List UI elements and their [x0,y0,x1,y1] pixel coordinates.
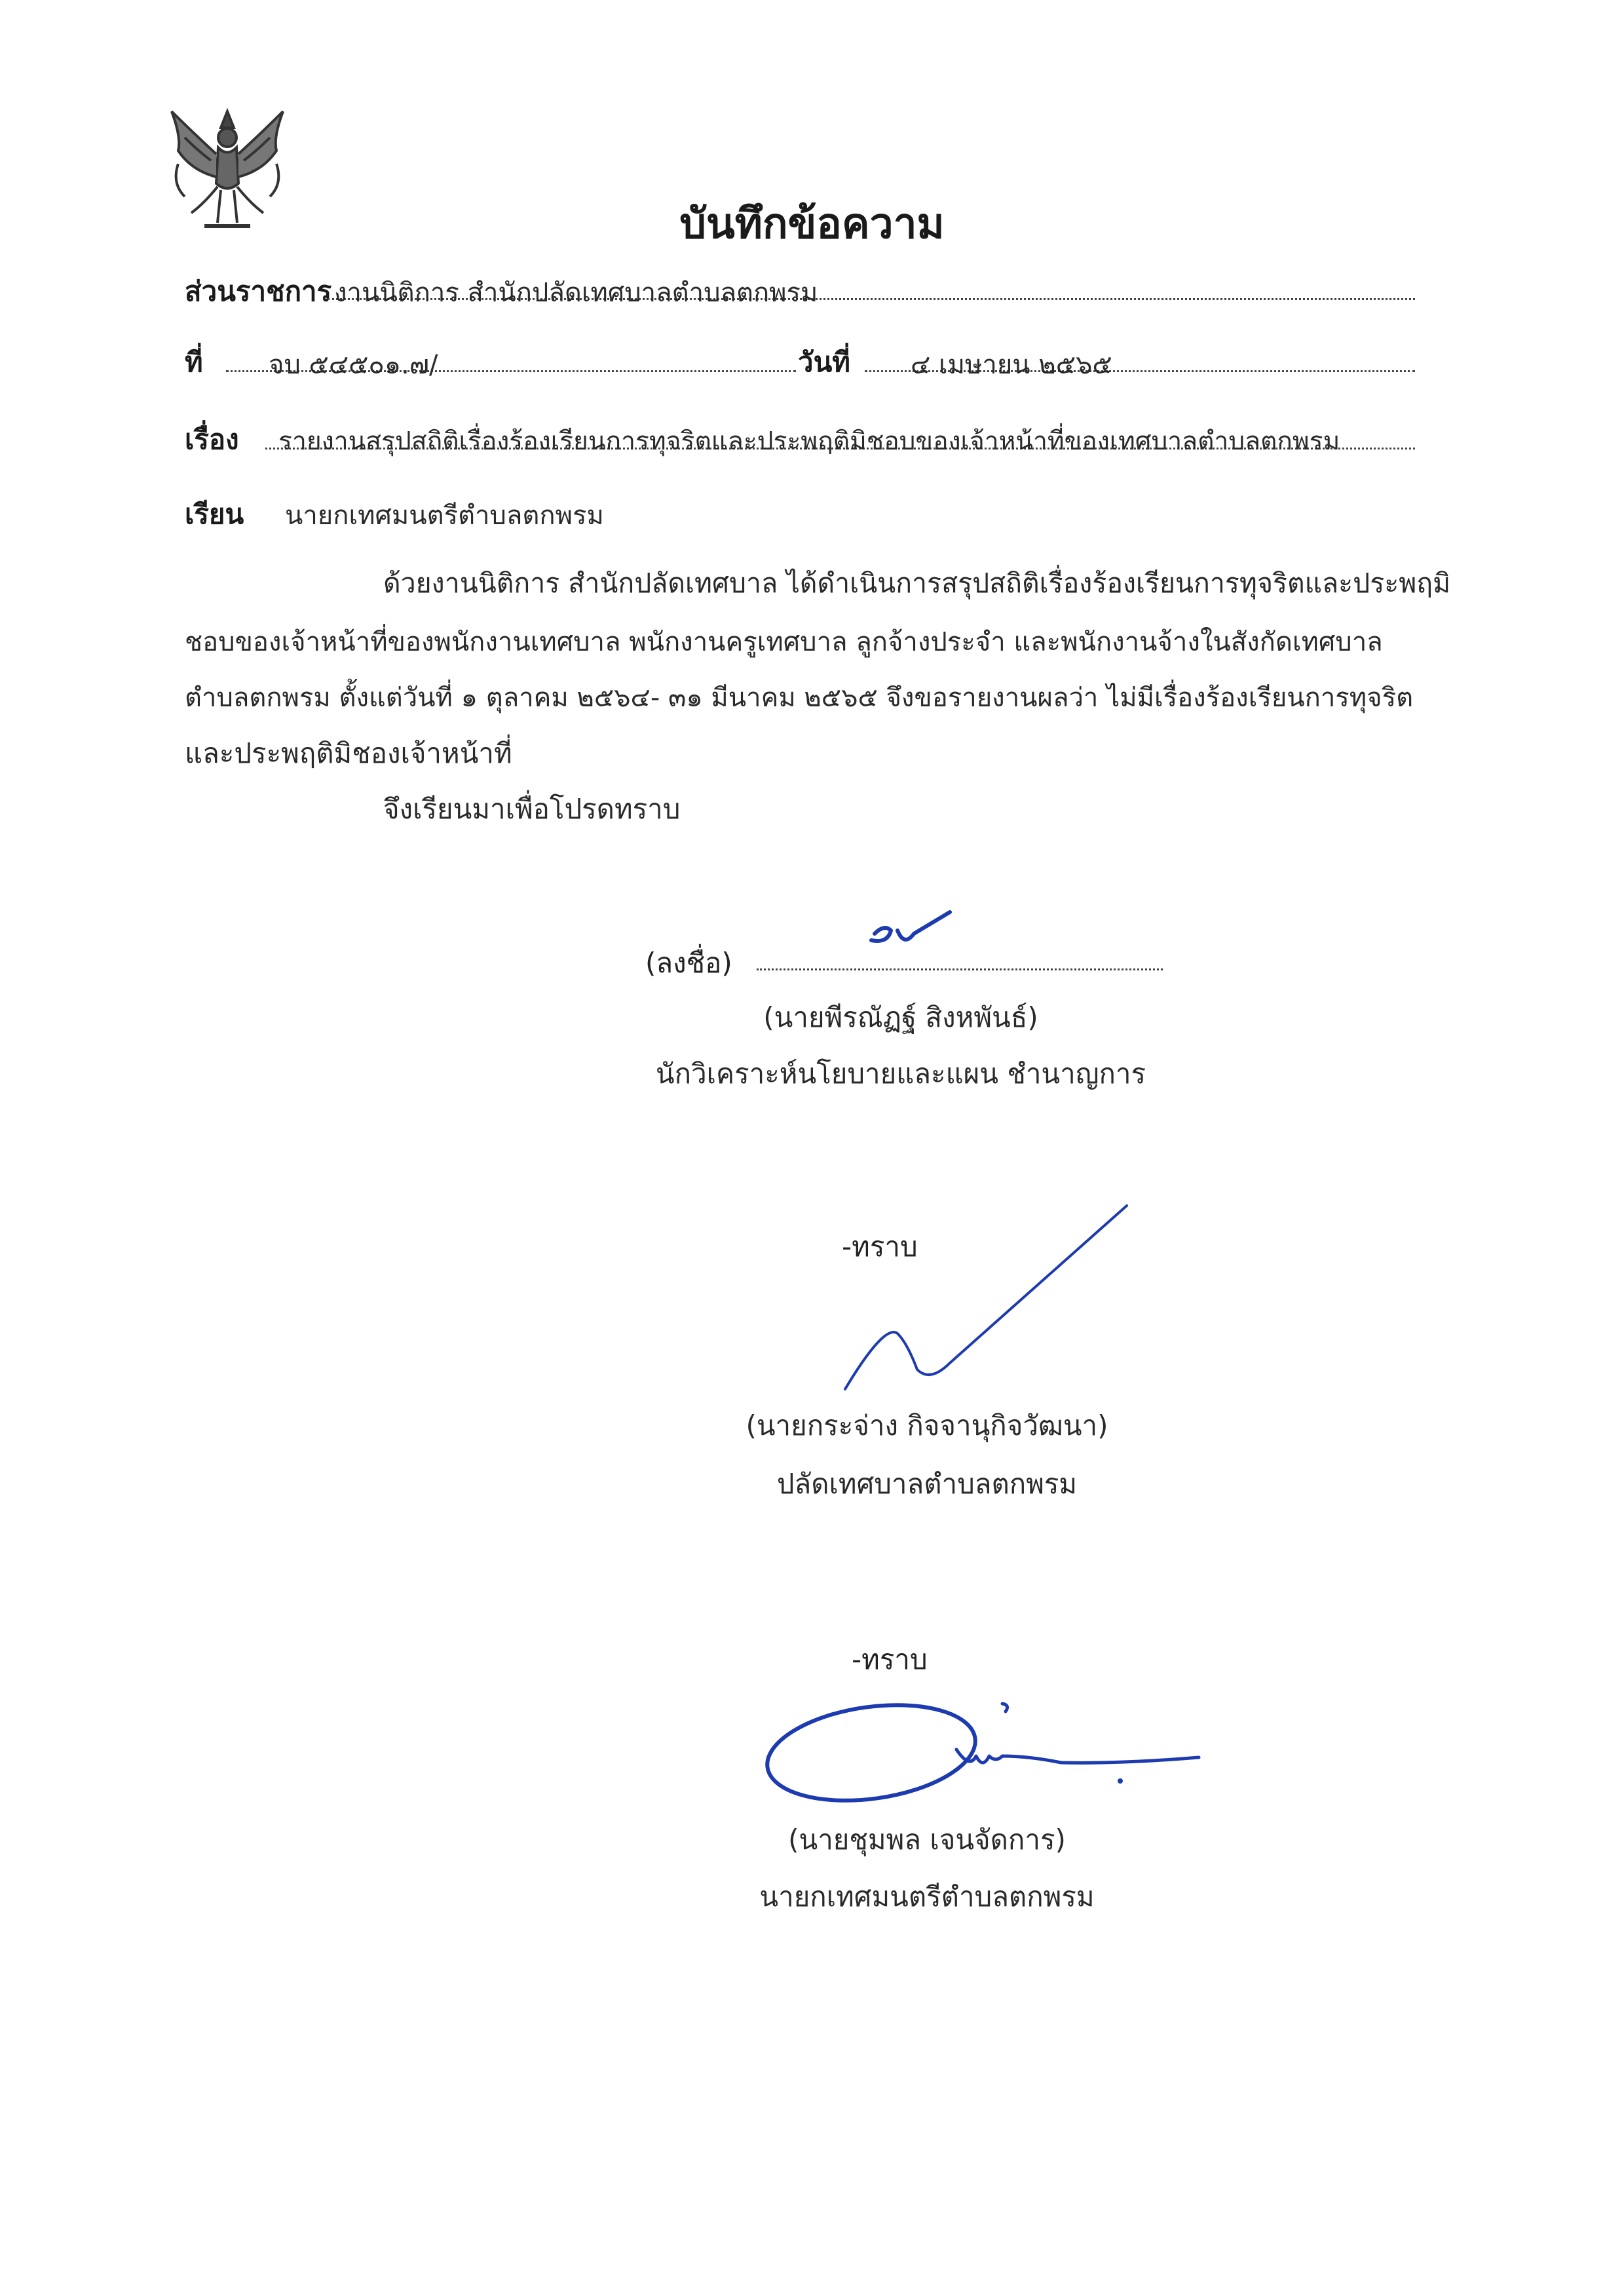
agency-label: ส่วนราชการ [185,275,332,307]
signature-3 [753,1691,1212,1822]
agency-value: งานนิติการ สำนักปลัดเทศบาลตำบลตกพรม [334,278,818,308]
ref-value: จบ ๕๔๕๐๑.๗/ [269,350,438,380]
to-label: เรียน [185,498,244,530]
to-value: นายกเทศมนตรีตำบลตกพรม [285,501,604,531]
subject-value: รายงานสรุปสถิติเรื่องร้องเรียนการทุจริตและประพฤติมิชอบของเจ้าหน้าที่ของเทศบาลตำบลตกพรม [278,427,1340,456]
signer1-name: (นายพีรณัฏฐ์ สิงหพันธ์) [763,1001,1038,1033]
signature-2 [832,1193,1146,1402]
date-value: ๔ เมษายน ๒๕๖๕ [911,350,1112,380]
closing-text: จึงเรียนมาเพื่อโปรดทราบ [383,793,681,825]
signer2-name: (นายกระจ่าง กิจจานุกิจวัฒนา) [746,1409,1108,1442]
ack-1: -ทราบ [842,1231,918,1263]
signature-1 [852,904,983,963]
body-line-3: ตำบลตกพรม ตั้งแต่วันที่ ๑ ตุลาคม ๒๕๖๔- ๓๑ มีนาคม ๒๕๖๕ จึงขอรายงานผลว่า ไม่มีเรื่องร้องเรียนการทุจริต [185,683,1414,713]
body-line-2: ชอบของเจ้าหน้าที่ของพนักงานเทศบาล พนักงานครูเทศบาล ลูกจ้างประจำ และพนักงานจ้างในสังกัดเทศบาล [185,627,1383,657]
signer3-position: นายกเทศมนตรีตำบลตกพรม [759,1881,1095,1913]
sign-dotline [757,968,1163,970]
subject-label: เรื่อง [185,423,239,455]
signer3-name: (นายชุมพล เจนจัดการ) [788,1824,1066,1856]
memo-title: บันทึกข้อความ [679,200,945,248]
sign-label: (ลงชื่อ) [645,947,732,979]
signer1-position: นักวิเคราะห์นโยบายและแผน ชำนาญการ [655,1058,1146,1090]
signer2-position: ปลัดเทศบาลตำบลตกพรม [776,1468,1078,1500]
ack-2: -ทราบ [852,1643,928,1675]
body-line-4: และประพฤติมิชองเจ้าหน้าที่ [185,737,512,769]
date-label: วันที่ [798,346,850,378]
ref-label: ที่ [185,346,203,378]
body-line-1: ด้วยงานนิติการ สำนักปลัดเทศบาล ได้ดำเนินการสรุปสถิติเรื่องร้องเรียนการทุจริตและประพฤมิ [383,567,1451,599]
